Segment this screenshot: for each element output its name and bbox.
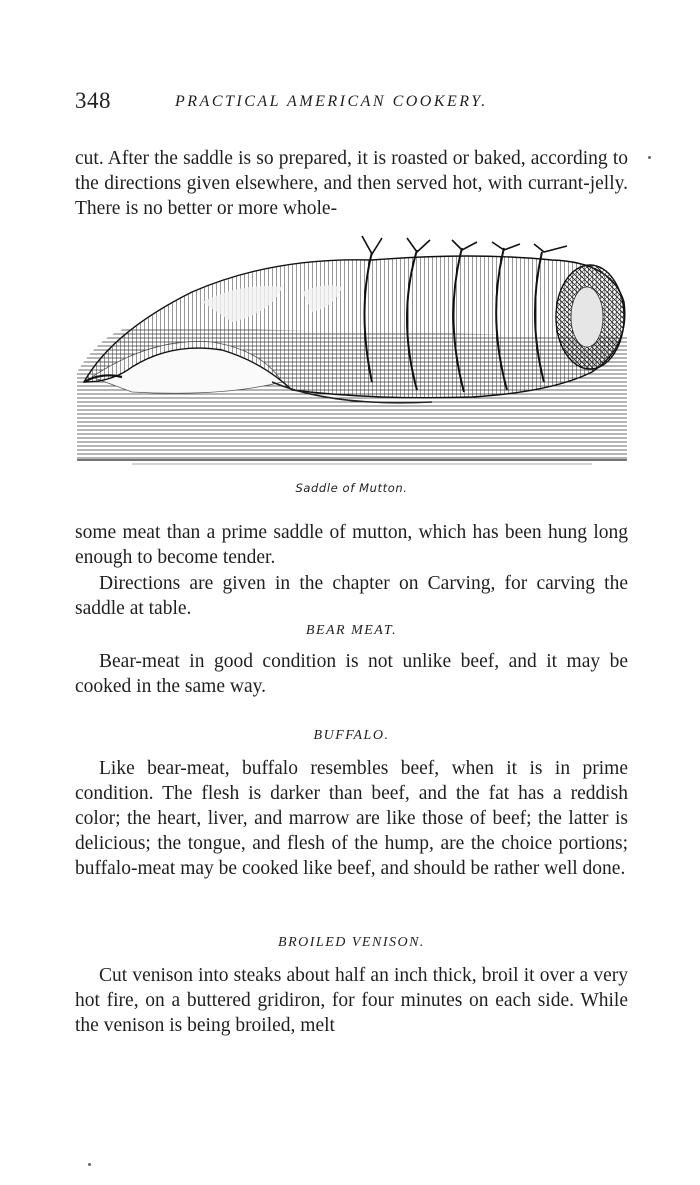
roast-bone — [571, 287, 603, 347]
page-speck — [648, 156, 651, 159]
paragraph-carving-directions: Directions are given in the chapter on Carving, for carving the saddle at table. — [75, 573, 628, 619]
paragraph-broiled-venison: Cut venison into steaks about half an inch thick, broil it over a very hot fire, on a buttered gridiron, for four minutes on each side. While the venison is being broiled, melt — [75, 965, 628, 1036]
twine-knot — [407, 238, 430, 252]
twine-knot — [492, 242, 520, 250]
heading-buffalo: BUFFALO. — [313, 728, 390, 743]
saddle-of-mutton-illustration — [72, 232, 632, 470]
page-number: 348 — [75, 88, 111, 113]
twine-knot — [452, 240, 477, 250]
paragraph-saddle-intro: cut. After the saddle is so prepared, it is roasted or baked, according to the directions given elsewhere, and then served hot, with currant-jelly. There is no better or more whole- — [75, 148, 628, 219]
twine-knot — [362, 236, 382, 254]
running-title: PRACTICAL AMERICAN COOKERY. — [175, 93, 488, 110]
heading-broiled-venison: BROILED VENISON. — [278, 935, 425, 950]
figure-caption: Saddle of Mutton. — [295, 481, 408, 495]
twine-knot — [534, 244, 567, 252]
paragraph-buffalo: Like bear-meat, buffalo resembles beef, when it is in prime condition. The flesh is darker than beef, and the fat has a reddish color; the heart, liver, and marrow are like those of beef; the latter is delicious; the tongue, and flesh of the hump, are the choice portions; buffalo-meat may be cooked like beef, and should be rather well done. — [75, 758, 628, 879]
page-header — [75, 88, 635, 120]
heading-bear-meat: BEAR MEAT. — [305, 623, 398, 638]
page-speck — [88, 1163, 91, 1166]
paragraph-saddle-continued: some meat than a prime saddle of mutton, which has been hung long enough to become tender. — [75, 522, 628, 568]
engraving-svg — [72, 232, 632, 470]
paragraph-bear-meat: Bear-meat in good condition is not unlike beef, and it may be cooked in the same way. — [75, 651, 628, 697]
